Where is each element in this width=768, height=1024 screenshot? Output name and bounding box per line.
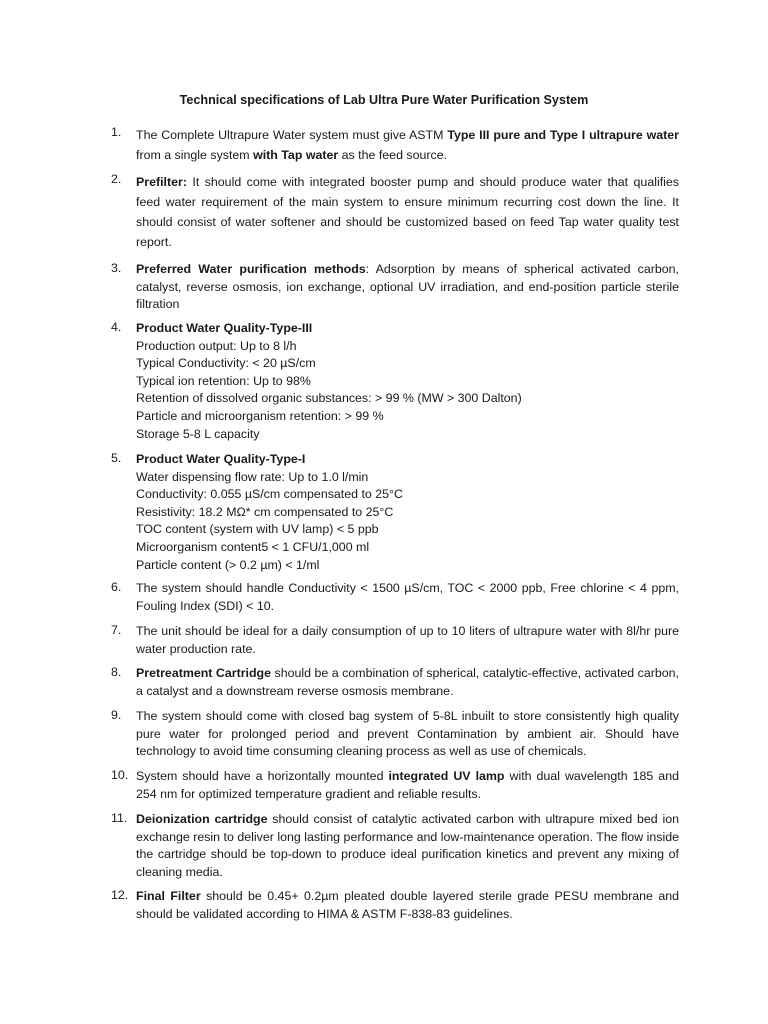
emphasis-text: Final Filter bbox=[136, 889, 201, 903]
text-run: System should have a horizontally mounted bbox=[136, 769, 389, 783]
spec-line: Typical Conductivity: < 20 µS/cm bbox=[136, 356, 316, 371]
item-text bbox=[136, 708, 679, 761]
emphasis-text: Prefilter: bbox=[136, 175, 187, 189]
item-number: 9. bbox=[111, 708, 122, 722]
item-number: 1. bbox=[111, 125, 122, 139]
item-heading: Product Water Quality-Type-III bbox=[136, 321, 313, 335]
spec-line: Microorganism content5 < 1 CFU/1,000 ml bbox=[136, 539, 370, 554]
list-item-3 bbox=[111, 261, 679, 314]
emphasis-text: with Tap water bbox=[253, 148, 339, 162]
item-text bbox=[136, 580, 679, 615]
text-run: : Adsorption by means of spherical activated carbon, catalyst, reverse osmosis, ion exchange, optional UV irradiation, and end-position particle sterile filtration bbox=[136, 262, 679, 312]
text-run: with dual wavelength 185 and 254 nm for optimized temperature gradient and reliable results. bbox=[136, 769, 679, 801]
spec-line: Typical ion retention: Up to 98% bbox=[136, 373, 311, 388]
list-item-12 bbox=[111, 888, 679, 923]
list-item-7 bbox=[111, 623, 679, 658]
emphasis-text: Deionization cartridge bbox=[136, 812, 268, 826]
item-number: 3. bbox=[111, 261, 122, 275]
item-number: 4. bbox=[111, 320, 122, 334]
list-item-5 bbox=[111, 451, 679, 574]
item-text bbox=[136, 665, 679, 700]
spec-line: Water dispensing flow rate: Up to 1.0 l/min bbox=[136, 469, 369, 484]
item-text bbox=[136, 172, 679, 252]
text-run: from a single system bbox=[136, 148, 254, 162]
list-item-6 bbox=[111, 580, 679, 615]
document-title: Technical specifications of Lab Ultra Pure Water Purification System bbox=[179, 93, 589, 107]
item-number: 11. bbox=[111, 811, 128, 825]
list-item-10 bbox=[111, 768, 679, 803]
spec-line: Resistivity: 18.2 MΩ* cm compensated to 25°C bbox=[136, 504, 394, 519]
item-number: 6. bbox=[111, 580, 122, 594]
list-item-11 bbox=[111, 811, 679, 881]
item-number: 10. bbox=[111, 768, 129, 782]
item-number: 2. bbox=[111, 172, 122, 186]
spec-line: TOC content (system with UV lamp) < 5 ppb bbox=[136, 522, 379, 537]
item-text bbox=[136, 451, 679, 574]
spec-line: Particle content (> 0.2 µm) < 1/ml bbox=[136, 557, 320, 572]
list-item-2 bbox=[111, 172, 679, 252]
text-run: as the feed source. bbox=[338, 148, 448, 162]
list-item-9 bbox=[111, 708, 679, 761]
text-run: The system should come with closed bag system of 5-8L inbuilt to store consistently high quality pure water for prolonged period and prevent Contamination by ambient air. Should have technology to avoid time consuming cleaning process as well as use of chemicals. bbox=[136, 709, 679, 759]
item-number: 7. bbox=[111, 623, 122, 637]
text-run: should be 0.45+ 0.2µm pleated double layered sterile grade PESU membrane and should be validated according to HIMA & ASTM F-838-83 guidelines. bbox=[136, 889, 679, 921]
text-run: should consist of catalytic activated carbon with ultrapure mixed bed ion exchange resin to deliver long lasting performance and low-maintenance operation. The flow inside the cartridge should be top-down to produce ideal purification kinetics and prevent any mixing of cleaning media. bbox=[136, 812, 679, 879]
text-run: The unit should be ideal for a daily consumption of up to 10 liters of ultrapure water with 8l/hr pure water production rate. bbox=[136, 624, 679, 656]
item-number: 12. bbox=[111, 888, 129, 902]
list-item-8 bbox=[111, 665, 679, 700]
spec-line: Particle and microorganism retention: > 99 % bbox=[136, 408, 384, 423]
item-heading: Product Water Quality-Type-I bbox=[136, 452, 306, 466]
item-text bbox=[136, 888, 679, 923]
item-number: 8. bbox=[111, 665, 122, 679]
text-run: It should come with integrated booster pump and should produce water that qualifies feed water requirement of the main system to ensure minimum recurring cost down the line. It should consist of water softener and should be customized based on feed Tap water quality test report. bbox=[136, 175, 679, 249]
text-run: should be a combination of spherical, catalytic-effective, activated carbon, a catalyst and a downstream reverse osmosis membrane. bbox=[136, 666, 679, 698]
spec-line: Storage 5-8 L capacity bbox=[136, 426, 260, 441]
emphasis-text: integrated UV lamp bbox=[388, 769, 505, 783]
text-run: The system should handle Conductivity < 1500 µS/cm, TOC < 2000 ppb, Free chlorine < 4 ppm, Fouling Index (SDI) < 10. bbox=[136, 581, 679, 613]
list-item-1 bbox=[111, 125, 679, 165]
item-text bbox=[136, 623, 679, 658]
spec-line: Retention of dissolved organic substances: > 99 % (MW > 300 Dalton) bbox=[136, 391, 522, 406]
item-text bbox=[136, 811, 679, 881]
spec-line: Production output: Up to 8 l/h bbox=[136, 338, 297, 353]
emphasis-text: Preferred Water purification methods bbox=[136, 262, 366, 276]
item-number: 5. bbox=[111, 451, 122, 465]
item-text bbox=[136, 768, 679, 803]
text-run: The Complete Ultrapure Water system must give ASTM bbox=[136, 128, 448, 142]
list-item-4 bbox=[111, 320, 679, 443]
emphasis-text: Type III pure and Type I ultrapure water bbox=[447, 128, 679, 142]
item-text bbox=[136, 320, 679, 443]
emphasis-text: Pretreatment Cartridge bbox=[136, 666, 272, 680]
item-text bbox=[136, 261, 679, 314]
spec-line: Conductivity: 0.055 µS/cm compensated to 25°C bbox=[136, 487, 403, 502]
item-text bbox=[136, 125, 679, 165]
